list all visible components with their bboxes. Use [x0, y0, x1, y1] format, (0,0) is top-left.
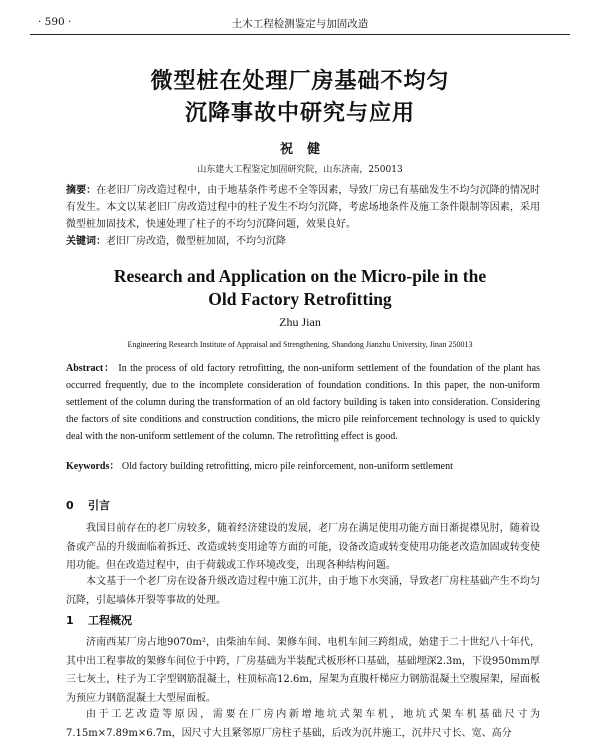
- en-keywords-text: Old factory building retrofitting, micro pile reinforcement, non-uniform settlement: [121, 461, 453, 472]
- section-number: 1: [66, 614, 74, 627]
- section-title: 引言: [88, 499, 110, 512]
- running-title: 土木工程检测鉴定与加固改造: [231, 18, 369, 30]
- cn-title-line-1: 微型桩在处理厂房基础不均匀: [150, 69, 450, 94]
- section-heading-0: [66, 497, 110, 513]
- en-keywords: [66, 457, 540, 472]
- en-keywords-label: Keywords：: [66, 461, 120, 472]
- en-abstract: [66, 360, 540, 445]
- cn-author: 祝健: [279, 142, 334, 157]
- section-heading-1: [66, 612, 132, 628]
- cn-keywords: [66, 233, 540, 250]
- paragraph: 我国目前存在的老厂房较多，随着经济建设的发展，老厂房在满足使用功能方面日渐捉襟见肘，随着设备或产品的升级面临着拆迁、改造或转变用途等方面的可能，设备改造或转变使用功能老改造加固或转变使用功能。但在改造过程中，由于荷载或工作环境改变，出现各种结构问题。: [66, 523, 540, 571]
- paragraph: 济南西某厂房占地9070m²，由柴油车间、架修车间、电机车间三跨组成，始建于二十世纪八十年代，其中出工程事故的架修车间位于中跨，厂房基础为半装配式板形杯口基础，基础埋深2.3m，下设950mm厚三七灰土，柱子为工字型钢筋混凝土，柱顶标高12.6m，屋架为直腹杆梯应力钢筋混凝土空腹屋架，屋面板为预应力钢筋混凝土大型屋面板。: [66, 637, 540, 704]
- cn-title-line-2: 沉降事故中研究与应用: [184, 101, 415, 126]
- en-author: Zhu Jian: [279, 315, 321, 329]
- cn-keywords-label: 关键词：: [66, 236, 106, 247]
- en-title-line-2: Old Factory Retrofitting: [208, 289, 392, 309]
- section-number: 0: [66, 499, 74, 512]
- running-header: [30, 12, 570, 35]
- paragraph: 本文基于一个老厂房在设备升级改造过程中施工沉井，由于地下水突涌，导致老厂房柱基础产生不均匀沉降，引起墙体开裂等事故的处理。: [66, 576, 540, 606]
- cn-affiliation: 山东建大工程鉴定加固研究院，山东济南，250013: [197, 165, 403, 175]
- cn-keywords-text: 老旧厂房改造，微型桩加固，不均匀沉降: [106, 236, 286, 247]
- paragraph: 由于工艺改造等原因，需要在厂房内新增地坑式架车机，地坑式架车机基础尺寸为7.15m×7.89m×6.7m，因尺寸大且紧邻原厂房柱子基础，后改为沉井施工，沉井尺寸长、宽、高分: [66, 709, 540, 739]
- en-abstract-text: In the process of old factory retrofitting, the non-uniform settlement of the foundation of the plant has occurred frequently, due to the incomplete consideration of foundation conditions. In this paper, the non-uniform settlement of the column during the transformation of an old factory building is taken into consideration. Considering the factors of site conditions and construction conditions, the micro pile reinforcement technology is used to quickly deal with the non-uniform settlement of the column. The retrofitting effect is good.: [66, 363, 541, 442]
- section-title: 工程概况: [88, 614, 132, 627]
- en-abstract-label: Abstract：: [66, 363, 115, 374]
- cn-abstract-text: 在老旧厂房改造过程中，由于地基条件考虑不全等因素，导致厂房已有基础发生不均匀沉降的情况时有发生。本文以某老旧厂房改造过程中的柱子发生不均匀沉降，考虑场地条件及施工条件限制等因素，采用微型桩加固技术，快速处理了柱子的不均匀沉降问题，效果良好。: [66, 185, 541, 230]
- cn-abstract-label: 摘要：: [66, 185, 97, 196]
- cn-abstract: [66, 182, 540, 233]
- en-title-line-1: Research and Application on the Micro-pile in the: [113, 266, 487, 286]
- en-affiliation: Engineering Research Institute of Appraisal and Strengthening, Shandong Jianzhu University, Jinan 250013: [127, 340, 473, 349]
- page-number: · 590 ·: [38, 16, 72, 28]
